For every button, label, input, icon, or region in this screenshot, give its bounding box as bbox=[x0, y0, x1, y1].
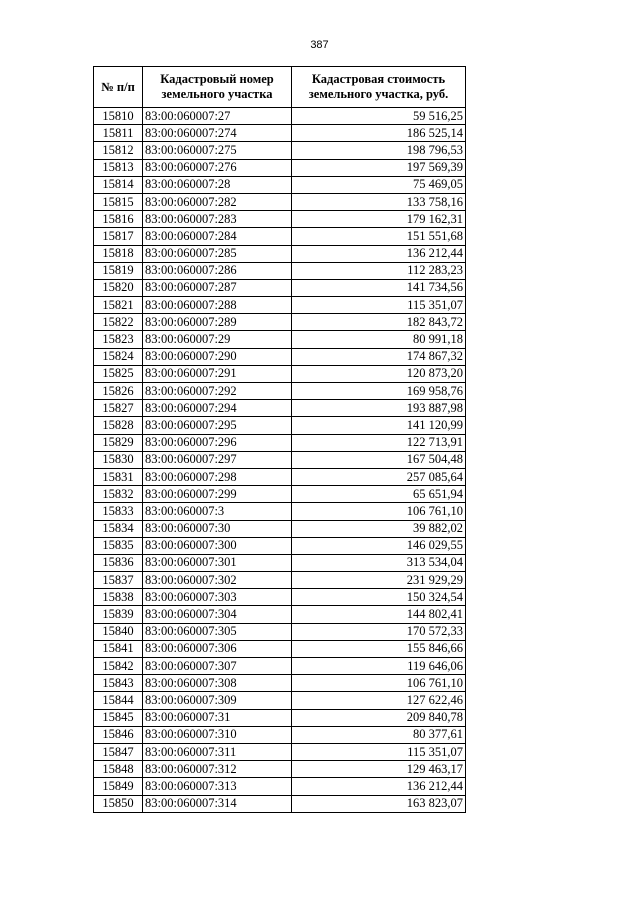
cadastral-number-cell: 83:00:060007:3 bbox=[143, 503, 292, 520]
row-number-cell: 15842 bbox=[94, 658, 143, 675]
cadastral-number-cell: 83:00:060007:302 bbox=[143, 572, 292, 589]
cadastral-value-cell: 146 029,55 bbox=[292, 537, 466, 554]
cadastral-number-cell: 83:00:060007:291 bbox=[143, 365, 292, 382]
cadastral-value-cell: 141 120,99 bbox=[292, 417, 466, 434]
table-row bbox=[94, 245, 466, 262]
table-row bbox=[94, 331, 466, 348]
row-number-cell: 15814 bbox=[94, 176, 143, 193]
row-number-cell: 15813 bbox=[94, 159, 143, 176]
cadastral-value-cell: 193 887,98 bbox=[292, 400, 466, 417]
table-row bbox=[94, 211, 466, 228]
table-row bbox=[94, 640, 466, 657]
cadastral-value-cell: 141 734,56 bbox=[292, 279, 466, 296]
header-cadastral-number: Кадастровый номер земельного участка bbox=[143, 67, 292, 108]
table-body bbox=[94, 108, 466, 813]
cadastral-value-cell: 231 929,29 bbox=[292, 572, 466, 589]
row-number-cell: 15821 bbox=[94, 297, 143, 314]
table-row bbox=[94, 795, 466, 812]
row-number-cell: 15833 bbox=[94, 503, 143, 520]
cadastral-value-cell: 112 283,23 bbox=[292, 262, 466, 279]
table-row bbox=[94, 417, 466, 434]
cadastral-value-cell: 182 843,72 bbox=[292, 314, 466, 331]
cadastral-value-cell: 136 212,44 bbox=[292, 245, 466, 262]
table-row bbox=[94, 520, 466, 537]
table-row bbox=[94, 434, 466, 451]
header-row-number: № п/п bbox=[94, 67, 143, 108]
cadastral-number-cell: 83:00:060007:301 bbox=[143, 554, 292, 571]
cadastral-number-cell: 83:00:060007:282 bbox=[143, 193, 292, 210]
cadastral-value-cell: 115 351,07 bbox=[292, 297, 466, 314]
header-cadastral-value: Кадастровая стоимость земельного участка, руб. bbox=[292, 67, 466, 108]
table-row bbox=[94, 400, 466, 417]
row-number-cell: 15846 bbox=[94, 726, 143, 743]
table-row bbox=[94, 348, 466, 365]
cadastral-number-cell: 83:00:060007:307 bbox=[143, 658, 292, 675]
cadastral-number-cell: 83:00:060007:292 bbox=[143, 383, 292, 400]
row-number-cell: 15829 bbox=[94, 434, 143, 451]
row-number-cell: 15812 bbox=[94, 142, 143, 159]
table-row bbox=[94, 383, 466, 400]
row-number-cell: 15841 bbox=[94, 640, 143, 657]
table-row bbox=[94, 314, 466, 331]
table-row bbox=[94, 108, 466, 125]
row-number-cell: 15845 bbox=[94, 709, 143, 726]
row-number-cell: 15835 bbox=[94, 537, 143, 554]
table-row bbox=[94, 743, 466, 760]
row-number-cell: 15839 bbox=[94, 606, 143, 623]
table-row bbox=[94, 503, 466, 520]
cadastral-value-cell: 163 823,07 bbox=[292, 795, 466, 812]
cadastral-value-cell: 209 840,78 bbox=[292, 709, 466, 726]
cadastral-number-cell: 83:00:060007:295 bbox=[143, 417, 292, 434]
table-header bbox=[94, 67, 466, 108]
cadastral-value-cell: 59 516,25 bbox=[292, 108, 466, 125]
table-row bbox=[94, 142, 466, 159]
cadastral-number-cell: 83:00:060007:300 bbox=[143, 537, 292, 554]
row-number-cell: 15822 bbox=[94, 314, 143, 331]
row-number-cell: 15831 bbox=[94, 468, 143, 485]
cadastral-value-cell: 65 651,94 bbox=[292, 486, 466, 503]
row-number-cell: 15810 bbox=[94, 108, 143, 125]
table-row bbox=[94, 675, 466, 692]
table-row bbox=[94, 726, 466, 743]
table-row bbox=[94, 486, 466, 503]
cadastral-value-cell: 106 761,10 bbox=[292, 503, 466, 520]
cadastral-value-cell: 155 846,66 bbox=[292, 640, 466, 657]
cadastral-number-cell: 83:00:060007:313 bbox=[143, 778, 292, 795]
row-number-cell: 15844 bbox=[94, 692, 143, 709]
cadastral-number-cell: 83:00:060007:288 bbox=[143, 297, 292, 314]
cadastral-number-cell: 83:00:060007:27 bbox=[143, 108, 292, 125]
cadastral-value-cell: 257 085,64 bbox=[292, 468, 466, 485]
cadastral-value-cell: 169 958,76 bbox=[292, 383, 466, 400]
cadastral-number-cell: 83:00:060007:312 bbox=[143, 761, 292, 778]
row-number-cell: 15843 bbox=[94, 675, 143, 692]
cadastral-number-cell: 83:00:060007:285 bbox=[143, 245, 292, 262]
table-row bbox=[94, 279, 466, 296]
cadastral-value-cell: 127 622,46 bbox=[292, 692, 466, 709]
table-row bbox=[94, 228, 466, 245]
cadastral-number-cell: 83:00:060007:297 bbox=[143, 451, 292, 468]
table-row bbox=[94, 623, 466, 640]
cadastral-number-cell: 83:00:060007:30 bbox=[143, 520, 292, 537]
table-row bbox=[94, 365, 466, 382]
row-number-cell: 15826 bbox=[94, 383, 143, 400]
cadastral-number-cell: 83:00:060007:283 bbox=[143, 211, 292, 228]
row-number-cell: 15818 bbox=[94, 245, 143, 262]
cadastral-number-cell: 83:00:060007:287 bbox=[143, 279, 292, 296]
table-row bbox=[94, 125, 466, 142]
cadastral-number-cell: 83:00:060007:309 bbox=[143, 692, 292, 709]
cadastral-number-cell: 83:00:060007:298 bbox=[143, 468, 292, 485]
table-row bbox=[94, 468, 466, 485]
row-number-cell: 15847 bbox=[94, 743, 143, 760]
cadastral-number-cell: 83:00:060007:304 bbox=[143, 606, 292, 623]
cadastral-value-cell: 313 534,04 bbox=[292, 554, 466, 571]
cadastral-number-cell: 83:00:060007:284 bbox=[143, 228, 292, 245]
cadastral-number-cell: 83:00:060007:29 bbox=[143, 331, 292, 348]
table-row bbox=[94, 692, 466, 709]
row-number-cell: 15817 bbox=[94, 228, 143, 245]
cadastral-value-cell: 174 867,32 bbox=[292, 348, 466, 365]
cadastral-number-cell: 83:00:060007:306 bbox=[143, 640, 292, 657]
cadastral-value-cell: 136 212,44 bbox=[292, 778, 466, 795]
table-row bbox=[94, 778, 466, 795]
row-number-cell: 15816 bbox=[94, 211, 143, 228]
cadastral-value-cell: 80 377,61 bbox=[292, 726, 466, 743]
cadastral-value-cell: 170 572,33 bbox=[292, 623, 466, 640]
cadastral-number-cell: 83:00:060007:296 bbox=[143, 434, 292, 451]
row-number-cell: 15849 bbox=[94, 778, 143, 795]
row-number-cell: 15836 bbox=[94, 554, 143, 571]
cadastral-value-cell: 122 713,91 bbox=[292, 434, 466, 451]
cadastral-number-cell: 83:00:060007:275 bbox=[143, 142, 292, 159]
row-number-cell: 15827 bbox=[94, 400, 143, 417]
row-number-cell: 15837 bbox=[94, 572, 143, 589]
cadastral-number-cell: 83:00:060007:311 bbox=[143, 743, 292, 760]
cadastral-number-cell: 83:00:060007:286 bbox=[143, 262, 292, 279]
table-row bbox=[94, 451, 466, 468]
cadastral-number-cell: 83:00:060007:31 bbox=[143, 709, 292, 726]
cadastral-value-cell: 151 551,68 bbox=[292, 228, 466, 245]
cadastral-value-cell: 179 162,31 bbox=[292, 211, 466, 228]
cadastral-value-cell: 106 761,10 bbox=[292, 675, 466, 692]
table-row bbox=[94, 193, 466, 210]
cadastral-number-cell: 83:00:060007:276 bbox=[143, 159, 292, 176]
cadastral-number-cell: 83:00:060007:294 bbox=[143, 400, 292, 417]
cadastral-value-cell: 144 802,41 bbox=[292, 606, 466, 623]
cadastral-value-cell: 150 324,54 bbox=[292, 589, 466, 606]
row-number-cell: 15819 bbox=[94, 262, 143, 279]
cadastral-number-cell: 83:00:060007:308 bbox=[143, 675, 292, 692]
table-row bbox=[94, 262, 466, 279]
row-number-cell: 15848 bbox=[94, 761, 143, 778]
table-row bbox=[94, 554, 466, 571]
cadastral-value-cell: 39 882,02 bbox=[292, 520, 466, 537]
cadastral-number-cell: 83:00:060007:274 bbox=[143, 125, 292, 142]
cadastral-value-cell: 115 351,07 bbox=[292, 743, 466, 760]
table-row bbox=[94, 709, 466, 726]
row-number-cell: 15815 bbox=[94, 193, 143, 210]
cadastral-value-cell: 80 991,18 bbox=[292, 331, 466, 348]
cadastral-value-cell: 120 873,20 bbox=[292, 365, 466, 382]
table-row bbox=[94, 297, 466, 314]
row-number-cell: 15828 bbox=[94, 417, 143, 434]
cadastral-number-cell: 83:00:060007:303 bbox=[143, 589, 292, 606]
table-row bbox=[94, 537, 466, 554]
table-row bbox=[94, 159, 466, 176]
cadastral-value-cell: 197 569,39 bbox=[292, 159, 466, 176]
cadastral-value-cell: 133 758,16 bbox=[292, 193, 466, 210]
table-row bbox=[94, 572, 466, 589]
table-row bbox=[94, 658, 466, 675]
cadastral-value-cell: 186 525,14 bbox=[292, 125, 466, 142]
cadastral-number-cell: 83:00:060007:314 bbox=[143, 795, 292, 812]
row-number-cell: 15824 bbox=[94, 348, 143, 365]
row-number-cell: 15840 bbox=[94, 623, 143, 640]
cadastral-value-cell: 167 504,48 bbox=[292, 451, 466, 468]
cadastral-number-cell: 83:00:060007:289 bbox=[143, 314, 292, 331]
header-row bbox=[94, 67, 466, 108]
cadastral-value-cell: 198 796,53 bbox=[292, 142, 466, 159]
table-row bbox=[94, 176, 466, 193]
row-number-cell: 15823 bbox=[94, 331, 143, 348]
row-number-cell: 15820 bbox=[94, 279, 143, 296]
row-number-cell: 15838 bbox=[94, 589, 143, 606]
row-number-cell: 15811 bbox=[94, 125, 143, 142]
cadastral-number-cell: 83:00:060007:310 bbox=[143, 726, 292, 743]
row-number-cell: 15850 bbox=[94, 795, 143, 812]
cadastral-value-table bbox=[93, 66, 466, 813]
cadastral-value-cell: 129 463,17 bbox=[292, 761, 466, 778]
table-row bbox=[94, 589, 466, 606]
row-number-cell: 15825 bbox=[94, 365, 143, 382]
cadastral-value-cell: 119 646,06 bbox=[292, 658, 466, 675]
cadastral-number-cell: 83:00:060007:299 bbox=[143, 486, 292, 503]
cadastral-number-cell: 83:00:060007:305 bbox=[143, 623, 292, 640]
table-row bbox=[94, 761, 466, 778]
page-number: 387 bbox=[310, 39, 329, 51]
cadastral-number-cell: 83:00:060007:290 bbox=[143, 348, 292, 365]
cadastral-value-cell: 75 469,05 bbox=[292, 176, 466, 193]
row-number-cell: 15832 bbox=[94, 486, 143, 503]
table-row bbox=[94, 606, 466, 623]
row-number-cell: 15834 bbox=[94, 520, 143, 537]
cadastral-number-cell: 83:00:060007:28 bbox=[143, 176, 292, 193]
row-number-cell: 15830 bbox=[94, 451, 143, 468]
